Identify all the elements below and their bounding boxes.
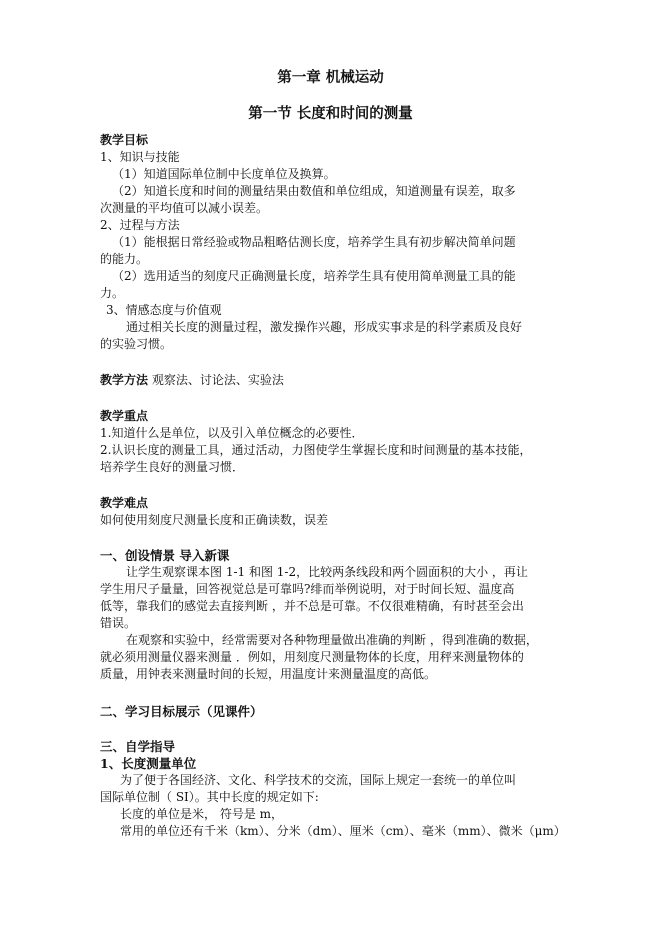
part3-line: 为了便于各国经济、文化、科学技术的交流，国际上规定一套统一的单位叫 bbox=[120, 773, 517, 787]
part1-heading: 一、创设情景 导入新课 bbox=[100, 548, 230, 563]
part3-heading: 三、自学指导 bbox=[100, 739, 176, 754]
goals-line: 通过相关长度的测量过程，激发操作兴趣，形成实事求是的科学素质及良好 bbox=[126, 320, 523, 334]
part1-line: 就必须用测量仪器来测量 ．例如，用刻度尺测量物体的长度，用秤来测量物体的 bbox=[100, 650, 524, 664]
goals-line: （1）知道国际单位制中长度单位及换算。 bbox=[112, 167, 336, 181]
part3-line: 长度的单位是米， 符号是 m， bbox=[120, 807, 284, 821]
goals-line: 次测量的平均值可以减小误差。 bbox=[100, 201, 269, 215]
methods-heading: 教学方法 bbox=[100, 373, 149, 387]
part2-heading: 二、学习目标展示（见课件） bbox=[100, 704, 263, 719]
section-title: 第一节 长度和时间的测量 bbox=[248, 105, 413, 122]
chapter-title: 第一章 机械运动 bbox=[277, 69, 384, 86]
part1-line: 低等，靠我们的感觉去直接判断 ，并不总是可靠。不仅很难精确，有时甚至会出 bbox=[100, 599, 524, 613]
goals-line: 1、知识与技能 bbox=[100, 150, 180, 164]
goals-line: （1）能根据日常经验或物品粗略估测长度，培养学生具有初步解决简单问题 bbox=[112, 235, 516, 249]
part1-line: 错误。 bbox=[100, 616, 137, 630]
goals-line: 的能力。 bbox=[100, 252, 149, 266]
part1-line: 让学生观察课本图 1-1 和图 1-2，比较两条线段和两个圆面积的大小 ，再让 bbox=[126, 565, 528, 579]
part3-line: 国际单位制（ SI）。其中长度的规定如下: bbox=[100, 790, 319, 804]
key-points-heading: 教学重点 bbox=[100, 409, 149, 423]
part3-line: 常用的单位还有千米（km）、分米（dm）、厘米（cm）、毫米（mm）、微米（μm） bbox=[120, 824, 566, 838]
methods-text: 观察法、讨论法、实验法 bbox=[151, 373, 284, 387]
goals-line: （2）知道长度和时间的测量结果由数值和单位组成，知道测量有误差，取多 bbox=[112, 184, 516, 198]
part1-line: 学生用尺子量量，回答视觉总是可靠吗?绯而举例说明，对于时间长短、温度高 bbox=[100, 582, 515, 596]
difficulties-heading: 教学难点 bbox=[100, 496, 149, 510]
part3-subheading: 1、长度测量单位 bbox=[100, 756, 197, 771]
key-points-line: 1.知道什么是单位，以及引入单位概念的必要性． bbox=[100, 426, 364, 440]
goals-line: 3、情感态度与价值观 bbox=[106, 303, 222, 317]
goals-line: （2）选用适当的刻度尺正确测量长度，培养学生具有使用简单测量工具的能 bbox=[112, 269, 516, 283]
difficulties-text: 如何使用刻度尺测量长度和正确读数，误差 bbox=[100, 513, 329, 527]
goals-heading: 教学目标 bbox=[100, 133, 149, 147]
key-points-line: 培养学生良好的测量习惯． bbox=[100, 460, 245, 474]
key-points-line: 2.认识长度的测量工具，通过活动，力图使学生掌握长度和时间测量的基本技能， bbox=[100, 443, 532, 457]
part1-line: 质量，用钟表来测量时间的长短，用温度计来测量温度的高低。 bbox=[100, 667, 437, 681]
goals-line: 力。 bbox=[100, 286, 125, 300]
part1-line: 在观察和实验中，经常需要对各种物理量做出准确的判断 ，得到准确的数据， bbox=[126, 633, 538, 647]
methods-row bbox=[100, 372, 570, 389]
goals-line: 的实验习惯。 bbox=[100, 337, 173, 351]
goals-line: 2、过程与方法 bbox=[100, 218, 180, 232]
